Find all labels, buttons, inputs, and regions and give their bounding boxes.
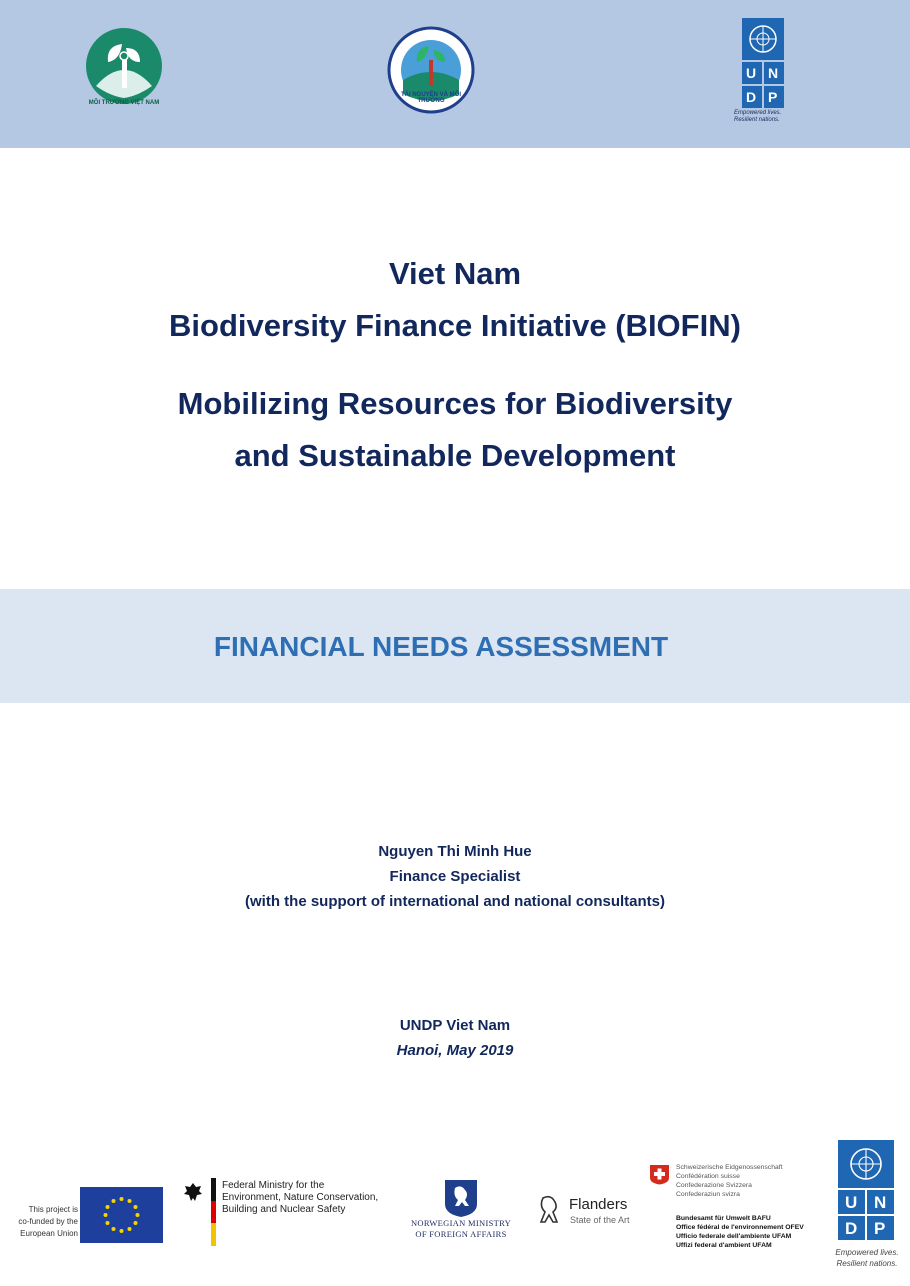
- undp-letter-n: N: [768, 65, 779, 81]
- undp-footer-letter-p: P: [874, 1219, 886, 1238]
- moi-truong-caption: MÔI TRƯỜNG VIỆT NAM: [88, 100, 160, 106]
- ch-line-1: Schweizerische Eidgenossenschaft: [676, 1164, 783, 1171]
- undp-letter-p: P: [768, 89, 778, 105]
- flanders-lion-icon: [537, 1194, 561, 1228]
- eu-text-line-1: This project is: [28, 1205, 78, 1214]
- undp-footer-tagline-1: Empowered lives.: [835, 1248, 899, 1257]
- flanders-subtitle: State of the Art: [570, 1215, 630, 1225]
- author-name: Nguyen Thi Minh Hue: [378, 843, 532, 860]
- undp-footer-letter-u: U: [845, 1193, 858, 1212]
- de-text-line-3: Building and Nuclear Safety: [222, 1204, 346, 1215]
- title-subtitle-2: and Sustainable Development: [234, 438, 676, 473]
- undp-footer-letter-d: D: [845, 1219, 858, 1238]
- german-flag-stripe: [211, 1178, 216, 1246]
- ch-line-3: Confederazione Svizzera: [676, 1182, 752, 1189]
- document-title: [0, 248, 910, 482]
- moi-truong-viet-nam-logo: [78, 24, 170, 116]
- assessment-title: FINANCIAL NEEDS ASSESSMENT: [213, 631, 669, 662]
- undp-footer-tagline: [826, 1247, 908, 1269]
- undp-tagline-1: Empowered lives.: [734, 110, 782, 116]
- german-eagle-icon: [181, 1180, 205, 1204]
- swiss-cross-icon: [649, 1164, 670, 1185]
- undp-tagline-2: Resilient nations.: [734, 117, 780, 123]
- de-text-line-2: Environment, Nature Conservation,: [222, 1192, 379, 1203]
- undp-letter-d: D: [746, 89, 757, 105]
- eu-flag-icon: [80, 1187, 163, 1243]
- eu-text-line-2: co-funded by the: [18, 1217, 78, 1226]
- norwegian-lion-icon: [443, 1178, 479, 1218]
- german-ministry-text: [222, 1180, 392, 1216]
- organization-name: UNDP Viet Nam: [399, 1017, 511, 1034]
- flanders-name: Flanders: [569, 1196, 628, 1213]
- organization-block: [0, 1013, 910, 1063]
- norwegian-ministry-text: [396, 1218, 526, 1240]
- ch-line-8: Uffizi federal d'ambient UFAM: [676, 1242, 772, 1249]
- eu-funding-text: [4, 1204, 78, 1240]
- undp-footer-letter-n: N: [874, 1193, 887, 1212]
- ch-line-4: Confederaziun svizra: [676, 1191, 740, 1198]
- tai-nguyen-moi-truong-logo: [385, 24, 477, 116]
- eu-text-line-3: European Union: [20, 1229, 78, 1238]
- ch-line-6: Office fédéral de l'environnement OFEV: [676, 1224, 804, 1231]
- swiss-confederation-text: [676, 1163, 826, 1199]
- title-country: Viet Nam: [388, 256, 522, 291]
- no-text-line-2: OF FOREIGN AFFAIRS: [415, 1229, 507, 1239]
- undp-letter-u: U: [746, 65, 757, 81]
- undp-logo-header: [734, 18, 792, 128]
- ch-line-5: Bundesamt für Umwelt BAFU: [676, 1215, 771, 1222]
- place-date: Hanoi, May 2019: [396, 1042, 514, 1059]
- tai-nguyen-caption: TÀI NGUYÊN VÀ MÔI TRƯỜNG: [400, 92, 461, 104]
- title-subtitle-1: Mobilizing Resources for Biodiversity: [177, 386, 733, 421]
- de-text-line-1: Federal Ministry for the: [222, 1180, 325, 1191]
- author-support: (with the support of international and national consultants): [245, 893, 665, 910]
- author-block: [0, 839, 910, 914]
- title-initiative: Biodiversity Finance Initiative (BIOFIN): [169, 308, 741, 343]
- author-role: Finance Specialist: [389, 868, 521, 885]
- undp-footer-tagline-2: Resilient nations.: [836, 1259, 898, 1268]
- swiss-foen-text: [676, 1214, 826, 1250]
- ch-line-7: Ufficio federale dell'ambiente UFAM: [676, 1233, 792, 1240]
- ch-line-2: Confédération suisse: [676, 1173, 740, 1180]
- no-text-line-1: NORWEGIAN MINISTRY: [410, 1218, 512, 1228]
